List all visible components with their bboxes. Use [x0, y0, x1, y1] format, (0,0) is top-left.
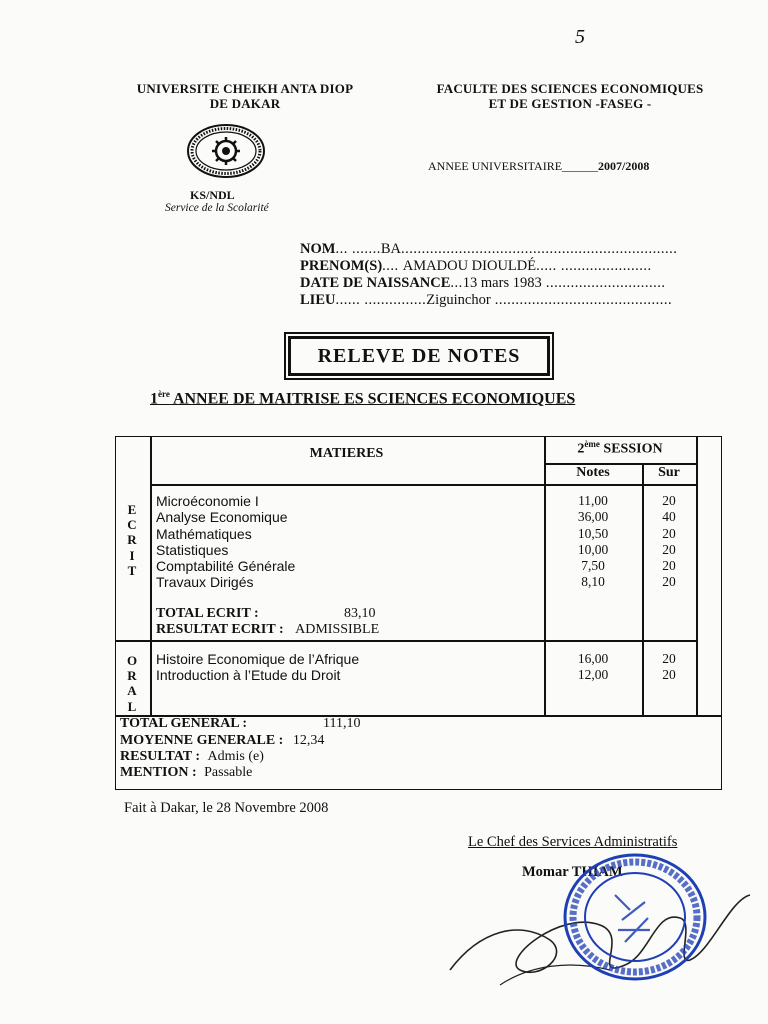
student-dob — [300, 275, 665, 291]
student-nom — [300, 241, 677, 257]
subject-sur: 20 — [662, 541, 676, 557]
student-lieu — [300, 292, 672, 308]
lieu-label: LIEU — [300, 292, 336, 308]
lieu-value: Ziguinchor — [426, 292, 491, 308]
subject-note: 10,00 — [577, 541, 609, 557]
oral-letter: R — [127, 668, 137, 684]
subject-name: Analyse Economique — [156, 509, 288, 526]
notes-header: Notes — [576, 465, 610, 480]
table-row — [156, 526, 726, 542]
program-title-sup: ère — [158, 389, 170, 399]
table-row — [156, 493, 726, 509]
document-title-text: RELEVE DE NOTES — [317, 344, 521, 367]
table-row — [156, 509, 726, 525]
nom-dots-pre: ... ....... — [335, 241, 381, 257]
program-title-number: 1 — [150, 390, 158, 408]
oral-rows — [156, 651, 726, 684]
session-label: SESSION — [599, 441, 663, 457]
total-general — [120, 716, 361, 732]
ecrit-rows — [156, 493, 726, 591]
subject-sur: 20 — [662, 651, 676, 666]
nom-dots-post: ................................................................... — [400, 241, 678, 257]
dob-value: 13 mars 1983 — [462, 275, 542, 291]
signatory-title: Le Chef des Services Administratifs — [468, 834, 678, 850]
university-name — [120, 81, 370, 111]
divider-letters — [150, 437, 152, 715]
prenom-dots-pre: .... — [382, 258, 403, 274]
lieu-dots-post: ........................................... — [490, 292, 673, 308]
faculty-line2: ET DE GESTION -FASEG - — [488, 96, 652, 111]
ecrit-letter: T — [127, 562, 137, 578]
subject-note: 12,00 — [577, 667, 609, 683]
prenom-dots-post: ..... ...................... — [536, 258, 652, 274]
session-number: 2 — [577, 441, 585, 457]
matieres-header: MATIERES — [309, 446, 384, 461]
resultat-ecrit-label: RESULTAT ECRIT : — [156, 622, 284, 637]
nom-value: BA — [380, 241, 401, 257]
oral-letter: O — [126, 653, 138, 668]
session-header — [544, 439, 696, 458]
total-ecrit-label: TOTAL ECRIT : — [156, 606, 259, 621]
ecrit-letter: R — [127, 532, 137, 548]
dob-dots-post: ............................. — [541, 275, 666, 291]
total-general-label: TOTAL GENERAL : — [120, 716, 248, 731]
signatory-name: Momar THIAM — [522, 864, 623, 880]
session-sup: ème — [584, 439, 600, 449]
subject-note: 16,00 — [577, 651, 609, 666]
table-row — [156, 574, 726, 590]
university-line2: DE DAKAR — [209, 96, 281, 111]
resultat-label: RESULTAT : — [120, 749, 201, 764]
divider-header — [150, 484, 696, 486]
subject-sur: 20 — [662, 525, 676, 541]
subject-name: Statistiques — [156, 541, 229, 558]
reference-code: KS/NDL — [190, 188, 235, 202]
subject-name: Comptabilité Générale — [156, 558, 296, 575]
ecrit-letter: E — [127, 502, 137, 517]
subject-note: 7,50 — [581, 558, 605, 574]
service-name: Service de la Scolarité — [165, 202, 269, 214]
mention — [120, 765, 252, 781]
nom-label: NOM — [300, 241, 336, 257]
lieu-dots-pre: ...... ............... — [335, 292, 427, 308]
subject-name: Microéconomie I — [156, 493, 259, 509]
academic-year-label: ANNEE UNIVERSITAIRE______ — [428, 159, 599, 173]
subject-name: Mathématiques — [156, 525, 252, 542]
official-stamp-icon — [560, 850, 710, 985]
table-row — [156, 558, 726, 574]
oral-letter: L — [127, 698, 137, 714]
subject-note: 10,50 — [577, 525, 609, 541]
subject-note: 8,10 — [581, 574, 605, 590]
moyenne-value: 12,34 — [292, 733, 325, 748]
resultat-value: Admis (e) — [207, 749, 264, 764]
ecrit-vertical-label — [122, 502, 142, 578]
sur-header: Sur — [658, 465, 680, 480]
subject-name: Travaux Dirigés — [156, 574, 254, 591]
university-line1: UNIVERSITE CHEIKH ANTA DIOP — [136, 81, 354, 96]
subject-note: 36,00 — [577, 509, 609, 525]
subject-sur: 40 — [662, 509, 676, 525]
subject-note: 11,00 — [578, 493, 608, 508]
subject-sur: 20 — [662, 667, 676, 683]
program-title-text: ANNEE DE MAITRISE ES SCIENCES ECONOMIQUES — [169, 390, 576, 408]
oral-letter: A — [127, 683, 137, 699]
faculty-line1: FACULTE DES SCIENCES ECONOMIQUES — [436, 81, 704, 96]
oral-vertical-label — [122, 653, 142, 714]
ecrit-letter: C — [127, 517, 137, 533]
moyenne-generale — [120, 733, 324, 749]
table-row — [156, 667, 726, 683]
academic-year-value: 2007/2008 — [598, 159, 650, 173]
subject-sur: 20 — [662, 493, 676, 508]
subject-sur: 20 — [662, 558, 676, 574]
resultat-ecrit-value: ADMISSIBLE — [295, 622, 380, 637]
prenom-value: AMADOU DIOULDÉ — [402, 258, 537, 274]
faculty-name — [420, 81, 720, 111]
divider-ecrit-oral — [116, 640, 696, 642]
resultat-final — [120, 749, 264, 765]
resultat-ecrit — [156, 622, 379, 638]
mention-value: Passable — [204, 765, 253, 780]
place-date: Fait à Dakar, le 28 Novembre 2008 — [124, 800, 329, 816]
subject-sur: 20 — [662, 574, 676, 590]
total-ecrit-value: 83,10 — [344, 606, 376, 621]
mention-label: MENTION : — [120, 765, 197, 780]
table-row — [156, 542, 726, 558]
total-general-value: 111,10 — [323, 716, 361, 731]
dob-label: DATE DE NAISSANCE — [300, 275, 451, 291]
academic-year — [428, 159, 649, 174]
dob-dots-pre: ... — [450, 275, 463, 291]
page-mark: 5 — [575, 26, 585, 48]
table-row — [156, 651, 726, 667]
document-title — [288, 336, 550, 376]
ecrit-letter: I — [129, 547, 135, 563]
program-title — [150, 389, 690, 408]
subject-name: Introduction à l’Etude du Droit — [156, 667, 341, 684]
university-seal-icon — [186, 123, 266, 179]
subject-name: Histoire Economique de l’Afrique — [156, 651, 360, 667]
moyenne-label: MOYENNE GENERALE : — [120, 733, 284, 748]
student-prenom — [300, 258, 652, 274]
prenom-label: PRENOM(S) — [300, 258, 383, 274]
total-ecrit — [156, 606, 376, 622]
